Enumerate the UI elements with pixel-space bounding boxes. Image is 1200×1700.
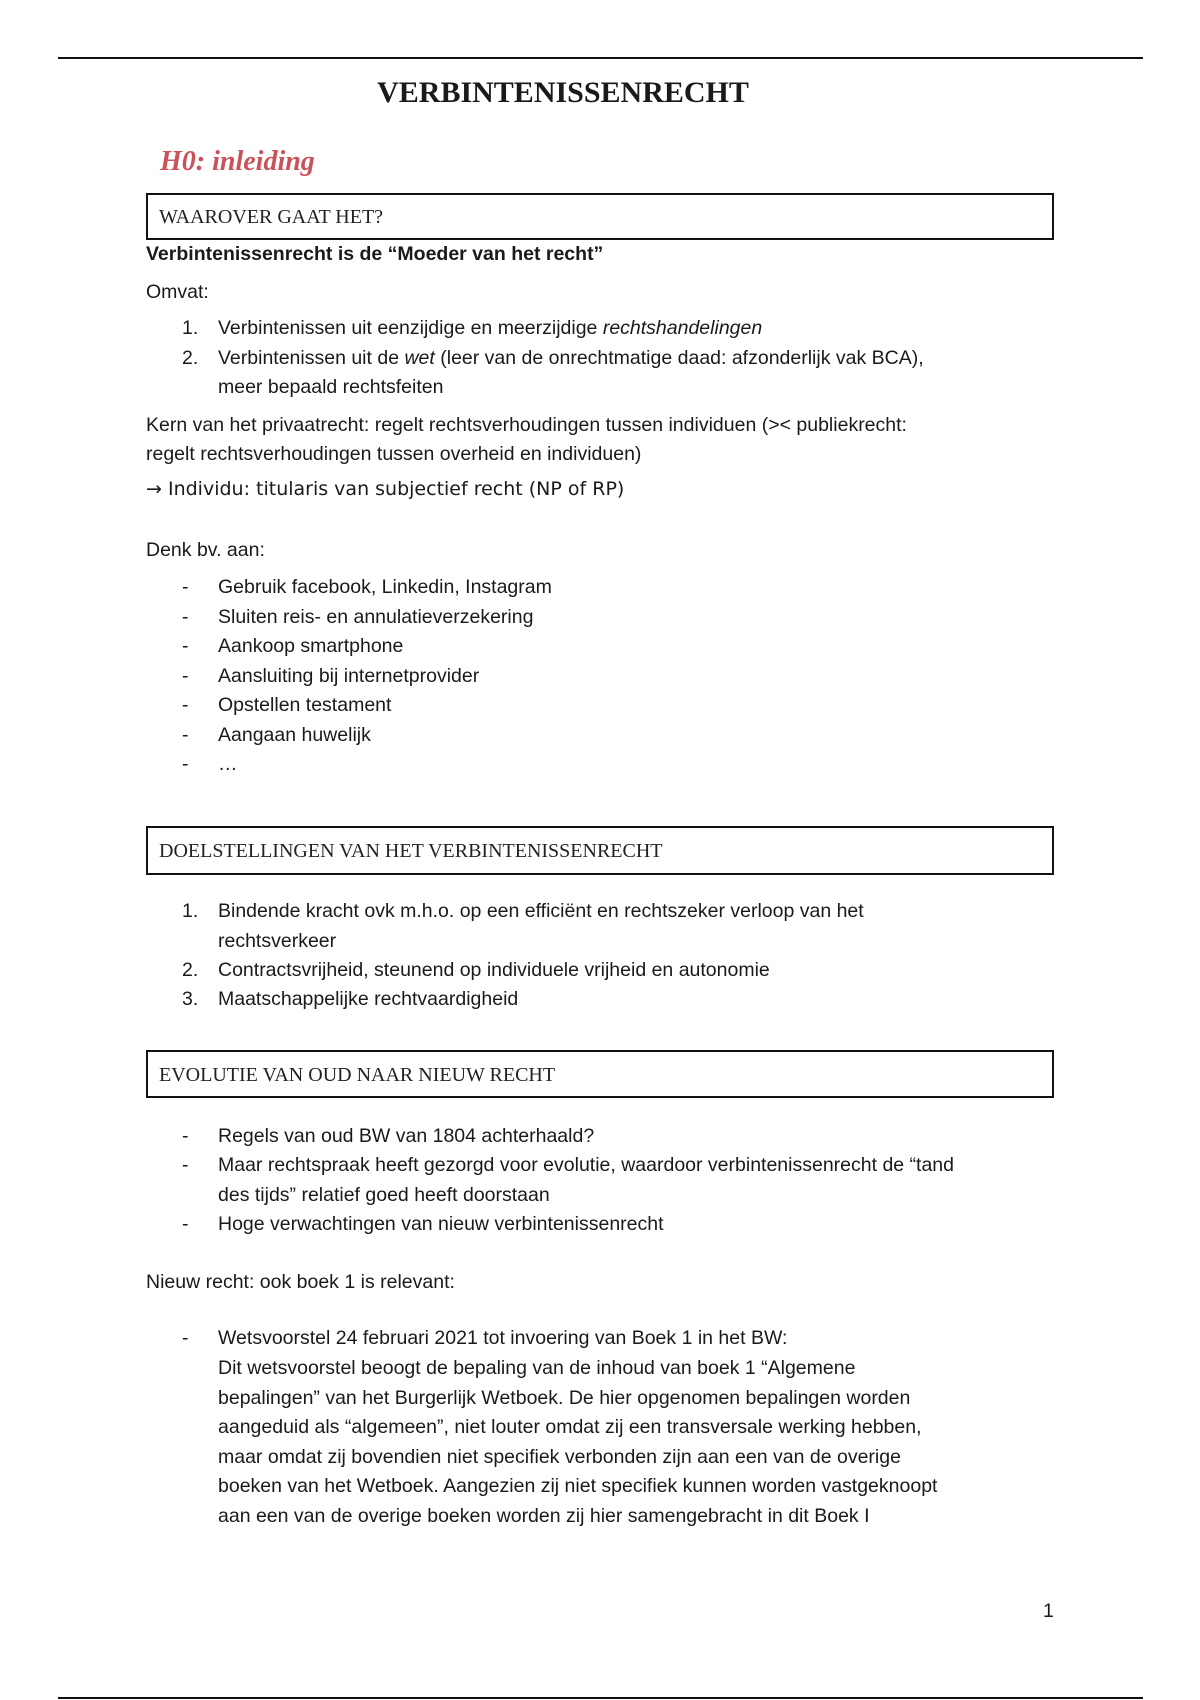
list-item: Maar rechtspraak heeft gezorgd voor evolutie, waardoor verbintenissenrecht de “tand [218, 1154, 954, 1176]
paragraph-line: aan een van de overige boeken worden zij hier samengebracht in dit Boek I [218, 1504, 870, 1527]
page-number: 1 [1043, 1600, 1054, 1622]
bullet-dash: - [182, 576, 189, 598]
bullet-dash: - [182, 1154, 189, 1176]
list-number: 1. [182, 317, 199, 339]
paragraph-line: boeken van het Wetboek. Aangezien zij niet specifiek kunnen worden vastgeknoopt [218, 1475, 938, 1497]
paragraph-line: bepalingen” van het Burgerlijk Wetboek. De hier opgenomen bepalingen worden [218, 1386, 911, 1409]
paragraph-line: Dit wetsvoorstel beoogt de bepaling van de inhoud van boek 1 “Algemene [218, 1357, 856, 1379]
list-item-cont: meer bepaald rechtsfeiten [218, 376, 444, 398]
list-item: Verbintenissen uit de wet (leer van de onrechtmatige daad: afzonderlijk vak BCA), [218, 347, 924, 369]
list-item: Sluiten reis- en annulatieverzekering [218, 605, 534, 628]
chapter-heading: H0: inleiding [160, 146, 315, 177]
list-item: Aangaan huwelijk [218, 723, 371, 746]
list-item: … [218, 753, 238, 775]
list-item: Bindende kracht ovk m.h.o. op een efficiënt en rechtszeker verloop van het [218, 900, 864, 922]
bullet-dash: - [182, 1125, 189, 1147]
bullet-dash: - [182, 1327, 189, 1349]
list-item: Gebruik facebook, Linkedin, Instagram [218, 576, 552, 598]
bullet-dash: - [182, 605, 189, 628]
list-number: 2. [182, 959, 199, 981]
bullet-dash: - [182, 723, 189, 746]
denk-label: Denk bv. aan: [146, 539, 265, 561]
paragraph-line: regelt rechtsverhoudingen tussen overheid en individuen) [146, 443, 642, 465]
paragraph-line: Nieuw recht: ook boek 1 is relevant: [146, 1271, 455, 1293]
list-item: Contractsvrijheid, steunend op individuele vrijheid en autonomie [218, 959, 770, 981]
section-box-evolutie [146, 1050, 1054, 1098]
section-box-waarover [146, 193, 1054, 240]
list-item: Hoge verwachtingen van nieuw verbintenissenrecht [218, 1213, 664, 1235]
list-number: 3. [182, 988, 199, 1010]
section-box-doelstellingen [146, 826, 1054, 875]
bullet-dash: - [182, 635, 189, 657]
section-heading: WAAROVER GAAT HET? [159, 206, 384, 228]
document-title: VERBINTENISSENRECHT [377, 76, 749, 109]
arrow-line: → Individu: titularis van subjectief recht (NP of RP) [146, 478, 625, 500]
bullet-dash: - [182, 694, 189, 716]
footer-rule [58, 1697, 1143, 1699]
bullet-dash: - [182, 1213, 189, 1235]
list-number: 2. [182, 347, 199, 369]
paragraph-line: Kern van het privaatrecht: regelt rechtsverhoudingen tussen individuen (>< publiekrecht: [146, 414, 907, 436]
omvat-label: Omvat: [146, 281, 209, 303]
paragraph-line: maar omdat zij bovendien niet specifiek verbonden zijn aan een van de overige [218, 1445, 901, 1468]
list-number: 1. [182, 900, 199, 922]
list-item: Aansluiting bij internetprovider [218, 664, 480, 687]
list-item-cont: des tijds” relatief goed heeft doorstaan [218, 1184, 550, 1206]
paragraph-line: aangeduid als “algemeen”, niet louter omdat zij een transversale werking hebben, [218, 1416, 922, 1438]
list-item: Verbintenissen uit eenzijdige en meerzijdige rechtshandelingen [218, 317, 763, 339]
list-item: Opstellen testament [218, 694, 392, 716]
section-heading: EVOLUTIE VAN OUD NAAR NIEUW RECHT [159, 1064, 556, 1086]
list-item: Aankoop smartphone [218, 635, 404, 657]
section-heading: DOELSTELLINGEN VAN HET VERBINTENISSENRECHT [159, 840, 663, 862]
header-rule [58, 57, 1143, 59]
list-item-cont: rechtsverkeer [218, 930, 337, 952]
bullet-dash: - [182, 664, 189, 687]
list-item: Maatschappelijke rechtvaardigheid [218, 988, 519, 1010]
list-item: Regels van oud BW van 1804 achterhaald? [218, 1125, 595, 1147]
intro-bold: Verbintenissenrecht is de “Moeder van het recht” [146, 243, 604, 265]
bullet-dash: - [182, 753, 189, 775]
list-item: Wetsvoorstel 24 februari 2021 tot invoering van Boek 1 in het BW: [218, 1327, 788, 1349]
